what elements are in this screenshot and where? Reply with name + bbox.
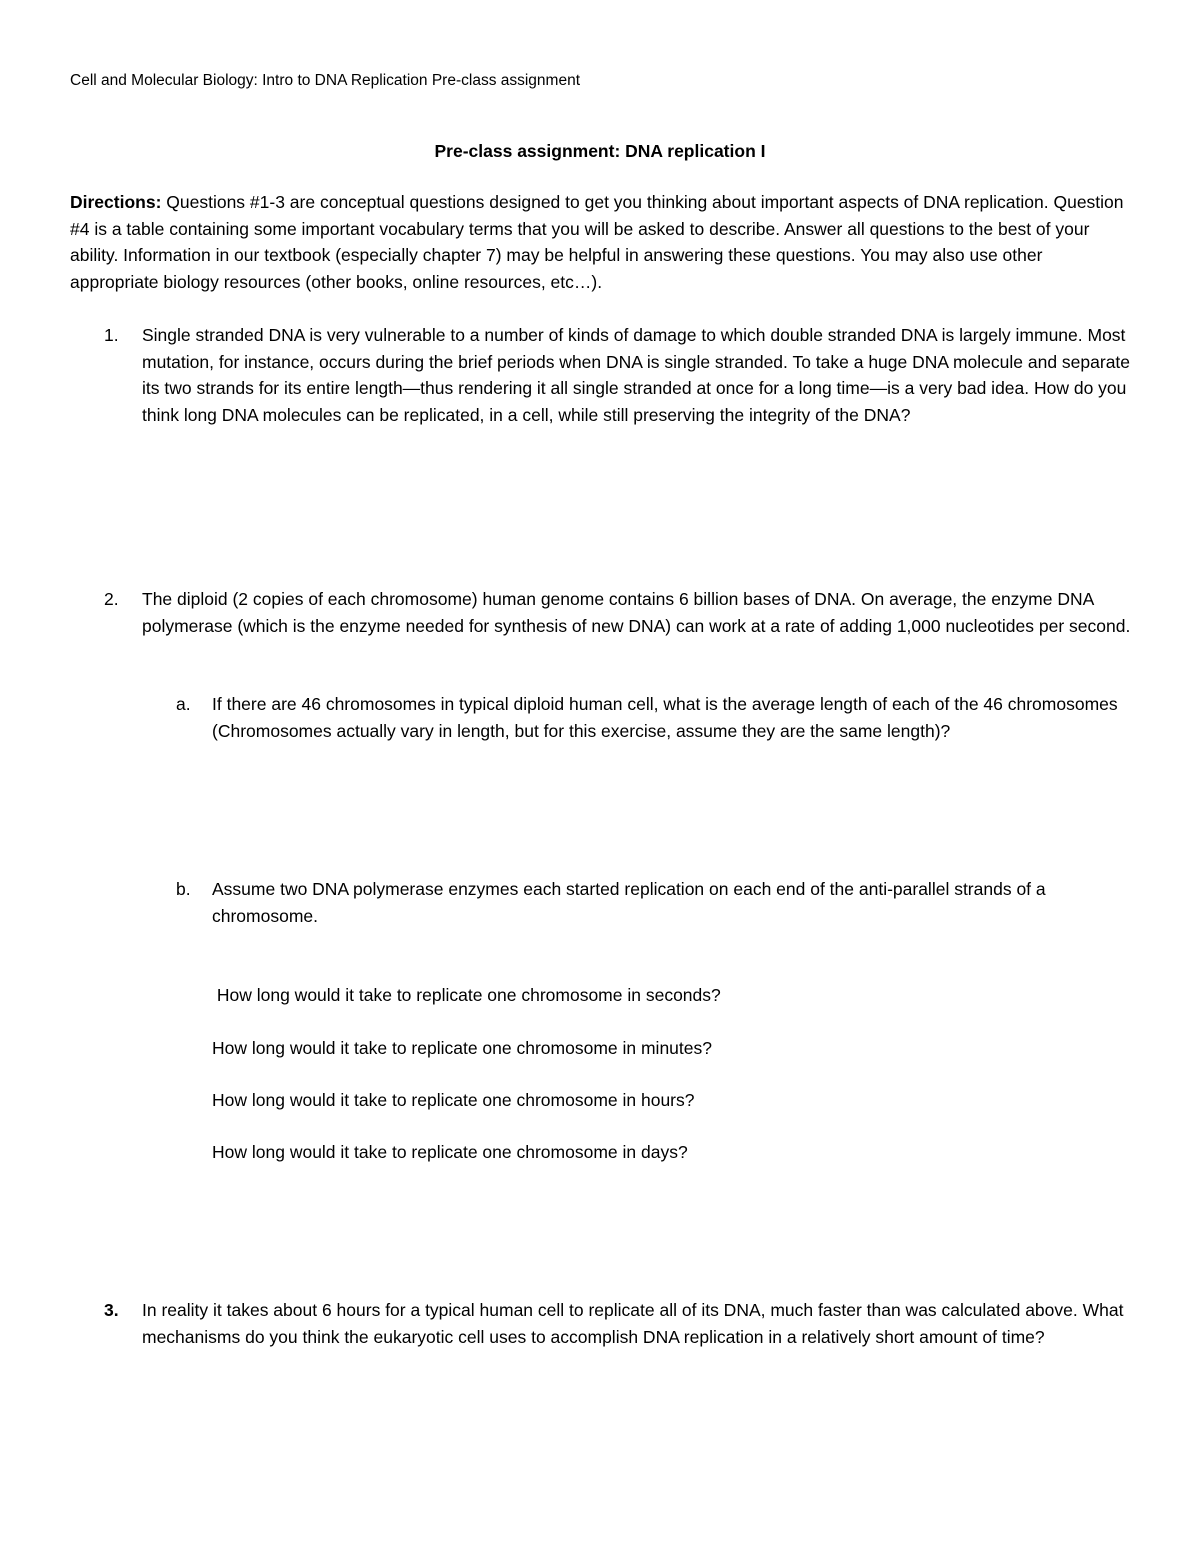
directions-label: Directions: (70, 192, 162, 212)
question-text: Single stranded DNA is very vulnerable to a number of kinds of damage to which double stranded DNA is largely immune. Most mutation, for instance, occurs during the brief periods when DNA is single stranded. To take a huge DNA molecule and separate its two strands for its entire length—thus rendering it all single stranded at once for a long time—is a very bad idea. How do you think long DNA molecules can be replicated, in a cell, while still preserving the integrity of the DNA? (142, 325, 1131, 425)
question-number: 3. (104, 1300, 119, 1320)
question-number: 1. (104, 325, 119, 345)
directions-paragraph (70, 189, 1135, 295)
part-text: Assume two DNA polymerase enzymes each started replication on each end of the anti-parallel strands of a chromosome. (212, 879, 1046, 926)
question-number: 2. (104, 589, 119, 609)
subquestion-days: How long would it take to replicate one chromosome in days? (212, 1142, 688, 1162)
question-text: The diploid (2 copies of each chromosome) human genome contains 6 billion bases of DNA. On average, the enzyme DNA polymerase (which is the enzyme needed for synthesis of new DNA) can work at a rate of adding 1,000 nucleotides per second. (142, 589, 1131, 636)
part-letter: a. (176, 694, 191, 714)
question-text: In reality it takes about 6 hours for a typical human cell to replicate all of its DNA, much faster than was calculated above. What mechanisms do you think the eukaryotic cell uses to accomplish DNA replication in a relatively short amount of time? (142, 1300, 1124, 1347)
page-title: Pre-class assignment: DNA replication I (434, 141, 766, 161)
part-text: If there are 46 chromosomes in typical diploid human cell, what is the average length of each of the 46 chromosomes (Chromosomes actually vary in length, but for this exercise, assume they are the same length)? (212, 694, 1118, 741)
subquestion-seconds: How long would it take to replicate one chromosome in seconds? (212, 985, 721, 1005)
subquestion-hours: How long would it take to replicate one chromosome in hours? (212, 1090, 695, 1110)
subquestion-minutes: How long would it take to replicate one chromosome in minutes? (212, 1038, 712, 1058)
part-letter: b. (176, 879, 191, 899)
directions-text: Questions #1-3 are conceptual questions designed to get you thinking about important aspects of DNA replication. Question #4 is a table containing some important vocabulary terms that you will be asked to describe. Answer all questions to the best of your ability. Information in our textbook (especially chapter 7) may be helpful in answering these questions. You may also use other appropriate biology resources (other books, online resources, etc…). (70, 192, 1124, 292)
page-header: Cell and Molecular Biology: Intro to DNA Replication Pre-class assignment (70, 72, 581, 89)
